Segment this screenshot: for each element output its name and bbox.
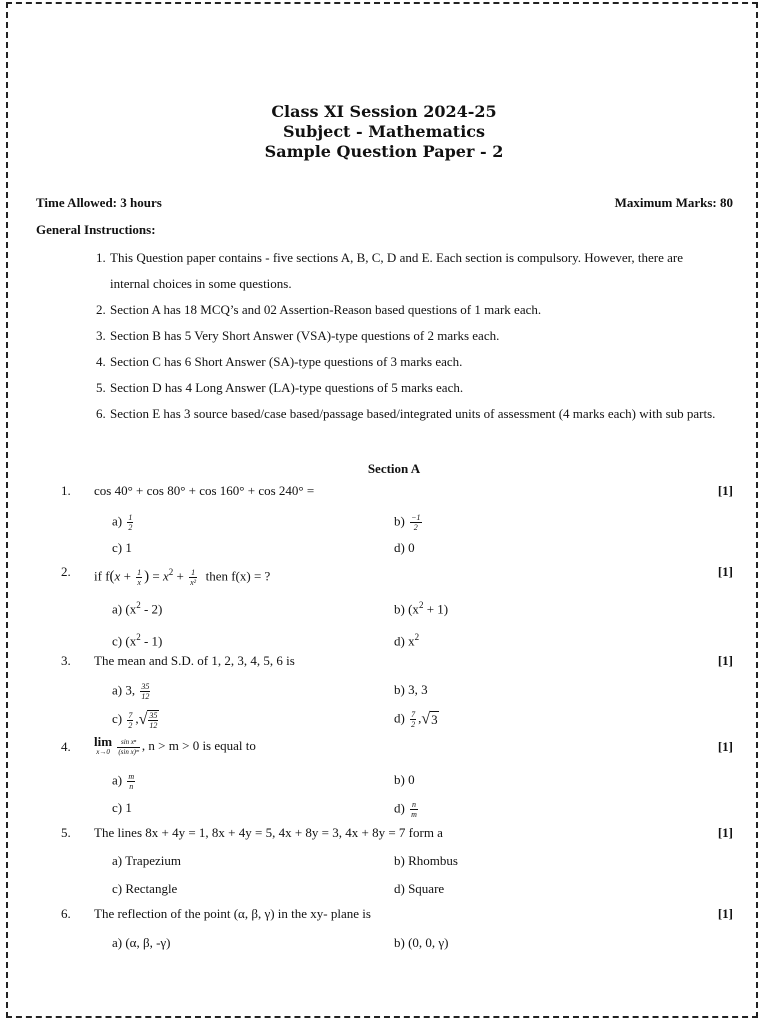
q2-marks: [1]: [717, 564, 733, 579]
q5-option-b: b) Rhombus: [394, 853, 458, 868]
instruction-text: Section A has 18 MCQ’s and 02 Assertion-Reason based questions of 1 mark each.: [110, 302, 542, 317]
q3-text: The mean and S.D. of 1, 2, 3, 4, 5, 6 is: [94, 653, 295, 668]
q2-option-b: b) $(x^2 + 1)$: [394, 600, 449, 617]
maximum-marks: Maximum Marks: 80: [614, 195, 733, 210]
q3-option-c: c) $\frac{7}{2}$ ,√ $\frac{35}{12}$: [112, 710, 158, 730]
instruction-text: Section E has 3 source based/case based/passage based/integrated units of assessment (4 marks each) with sub parts.: [110, 406, 716, 421]
title-subject: Subject - Mathematics: [282, 122, 486, 141]
q6-text: The reflection of the point (α, β, γ) in the xy- plane is: [94, 906, 371, 921]
q2-text: if f(x + $\frac{1}{x}$ ) = $x^2$ + $\frac{1}{\text{x²}}$ then f(x) = ?: [94, 567, 271, 587]
q4-marks: [1]: [717, 739, 733, 754]
q5-marks: [1]: [717, 825, 733, 840]
instruction-item: [96, 245, 716, 297]
q4-option-d: d) $\frac{n}{m}$: [394, 800, 417, 819]
q1-option-d: d) 0: [394, 540, 415, 555]
q3-option-b: b) 3, 3: [394, 682, 428, 697]
time-allowed: Time Allowed: 3 hours: [36, 195, 162, 210]
q6-option-a: a) (α, β, -γ): [112, 935, 171, 950]
fraction: $\frac{-1}{2}$: [411, 513, 421, 532]
instruction-item: [96, 401, 716, 427]
instruction-number: 2.: [96, 302, 106, 317]
q1-option-a: [112, 513, 135, 532]
instruction-number: 6.: [96, 406, 106, 421]
instruction-number: 5.: [96, 380, 106, 395]
q1-text: cos 40° + cos 80° + cos 160° + cos 240° =: [94, 483, 315, 498]
instructions-list: [96, 245, 716, 427]
q4-option-a: a) $\frac{m}{n}$: [112, 772, 135, 791]
q3-number: 3.: [61, 653, 71, 668]
q1-number: 1.: [61, 483, 71, 498]
instruction-text: Section C has 6 Short Answer (SA)-type questions of 3 marks each.: [110, 354, 463, 369]
q1-option-c: c) 1: [112, 540, 132, 555]
instruction-text: Section B has 5 Very Short Answer (VSA)-type questions of 2 marks each.: [110, 328, 500, 343]
instruction-text: This Question paper contains - five sections A, B, C, D and E. Each section is compulsory. However, there are internal choices in some questions.: [110, 250, 684, 291]
title-paper: Sample Question Paper - 2: [264, 142, 504, 161]
option-label: a): [112, 513, 123, 529]
instruction-number: 3.: [96, 328, 106, 343]
q6-marks: [1]: [717, 906, 733, 921]
instruction-item: [96, 349, 716, 375]
q2-number: 2.: [61, 564, 71, 579]
q5-number: 5.: [61, 825, 71, 840]
instruction-text: Section D has 4 Long Answer (LA)-type questions of 5 marks each.: [110, 380, 464, 395]
section-a-title: Section A: [367, 461, 421, 476]
instruction-item: [96, 375, 716, 401]
q5-option-c: c) Rectangle: [112, 881, 178, 896]
q1-marks: [1]: [717, 483, 733, 498]
fraction: $\frac{1}{2}$: [128, 513, 133, 532]
q3-option-a: a) 3, $\frac{35}{12}$: [112, 682, 150, 701]
q3-marks: [1]: [717, 653, 733, 668]
q3-option-d: d) $\frac{7}{2}$ ,√3: [394, 710, 438, 729]
q5-text: The lines 8x + 4y = 1, 8x + 4y = 5, 4x + 8y = 3, 4x + 8y = 7 form a: [94, 825, 443, 840]
q5-option-d: d) Square: [394, 881, 445, 896]
instruction-number: 4.: [96, 354, 106, 369]
q2-option-d: d) $x^2$: [394, 632, 420, 649]
q1-option-b: [394, 513, 424, 532]
instruction-number: 1.: [96, 250, 106, 265]
instruction-item: [96, 297, 716, 323]
q4-number: 4.: [61, 739, 71, 754]
q4-option-b: b) 0: [394, 772, 415, 787]
q4-text: lim x→0 $\frac{\text{sin xⁿ}}{\text{(sin x)ᵐ}}$ , n > m > 0 is equal to: [94, 734, 256, 756]
q2-option-c: c) $(x^2 - 1)$: [112, 632, 163, 649]
q6-number: 6.: [61, 906, 71, 921]
q2-option-a: a) $(x^2 - 2)$: [112, 600, 163, 617]
instruction-item: [96, 323, 716, 349]
q4-option-c: c) 1: [112, 800, 132, 815]
option-label: b): [394, 513, 405, 529]
q6-option-b: b) (0, 0, γ): [394, 935, 449, 950]
title-class: Class XI Session 2024-25: [271, 102, 497, 121]
q5-option-a: a) Trapezium: [112, 853, 181, 868]
instructions-title: General Instructions:: [36, 222, 156, 237]
